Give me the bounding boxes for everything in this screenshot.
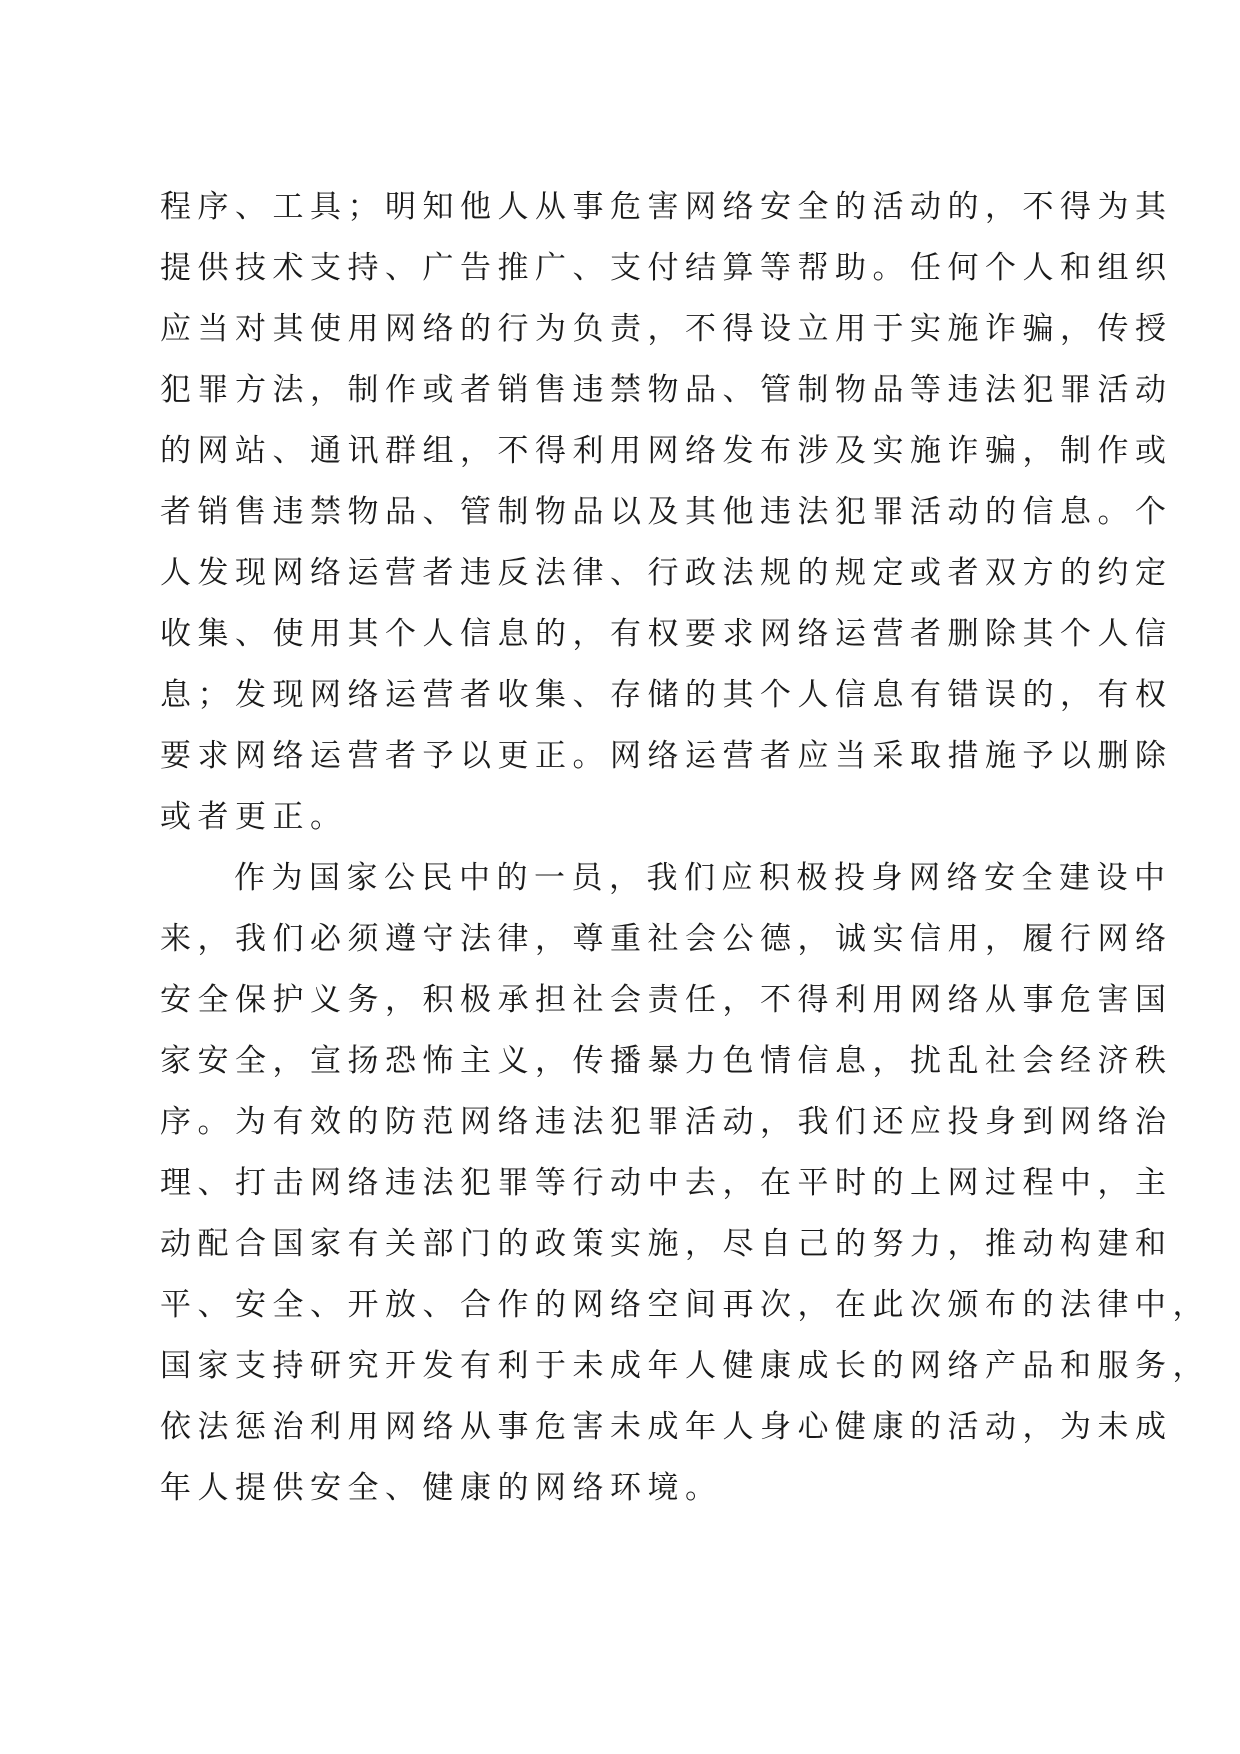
- text-line: 家安全，宣扬恐怖主义，传播暴力色情信息，扰乱社会经济秩: [160, 1043, 1173, 1079]
- text-line: 作为国家公民中的一员，我们应积极投身网络安全建设中: [234, 860, 1172, 896]
- text-line: 国家支持研究开发有利于未成年人健康成长的网络产品和服务，: [160, 1348, 1210, 1384]
- text-line: 的网站、通讯群组，不得利用网络发布涉及实施诈骗，制作或: [160, 433, 1173, 469]
- text-line: 收集、使用其个人信息的，有权要求网络运营者删除其个人信: [160, 616, 1173, 652]
- text-line: 提供技术支持、广告推广、支付结算等帮助。任何个人和组织: [160, 250, 1173, 286]
- text-line: 序。为有效的防范网络违法犯罪活动，我们还应投身到网络治: [160, 1104, 1173, 1140]
- paragraph-1: [160, 177, 1173, 848]
- document-body: [160, 177, 1210, 1519]
- text-line: 应当对其使用网络的行为负责，不得设立用于实施诈骗，传授: [160, 311, 1173, 347]
- text-line: 理、打击网络违法犯罪等行动中去，在平时的上网过程中，主: [160, 1165, 1173, 1201]
- text-line: 者销售违禁物品、管制物品以及其他违法犯罪活动的信息。个: [160, 494, 1173, 530]
- text-line: 年人提供安全、健康的网络环境。: [160, 1470, 723, 1506]
- text-line: 平、安全、开放、合作的网络空间再次，在此次颁布的法律中，: [160, 1287, 1210, 1323]
- text-line: 要求网络运营者予以更正。网络运营者应当采取措施予以删除: [160, 738, 1173, 774]
- text-line: 息；发现网络运营者收集、存储的其个人信息有错误的，有权: [160, 677, 1173, 713]
- text-line: 安全保护义务，积极承担社会责任，不得利用网络从事危害国: [160, 982, 1173, 1018]
- text-line: 人发现网络运营者违反法律、行政法规的规定或者双方的约定: [160, 555, 1173, 591]
- paragraph-2: [160, 848, 1210, 1519]
- text-line: 动配合国家有关部门的政策实施，尽自己的努力，推动构建和: [160, 1226, 1173, 1262]
- text-line: 依法惩治利用网络从事危害未成年人身心健康的活动，为未成: [160, 1409, 1173, 1445]
- text-line: 来，我们必须遵守法律，尊重社会公德，诚实信用，履行网络: [160, 921, 1173, 957]
- text-line: 程序、工具；明知他人从事危害网络安全的活动的，不得为其: [160, 189, 1173, 225]
- text-line: 或者更正。: [160, 799, 348, 835]
- text-line: 犯罪方法，制作或者销售违禁物品、管制物品等违法犯罪活动: [160, 372, 1173, 408]
